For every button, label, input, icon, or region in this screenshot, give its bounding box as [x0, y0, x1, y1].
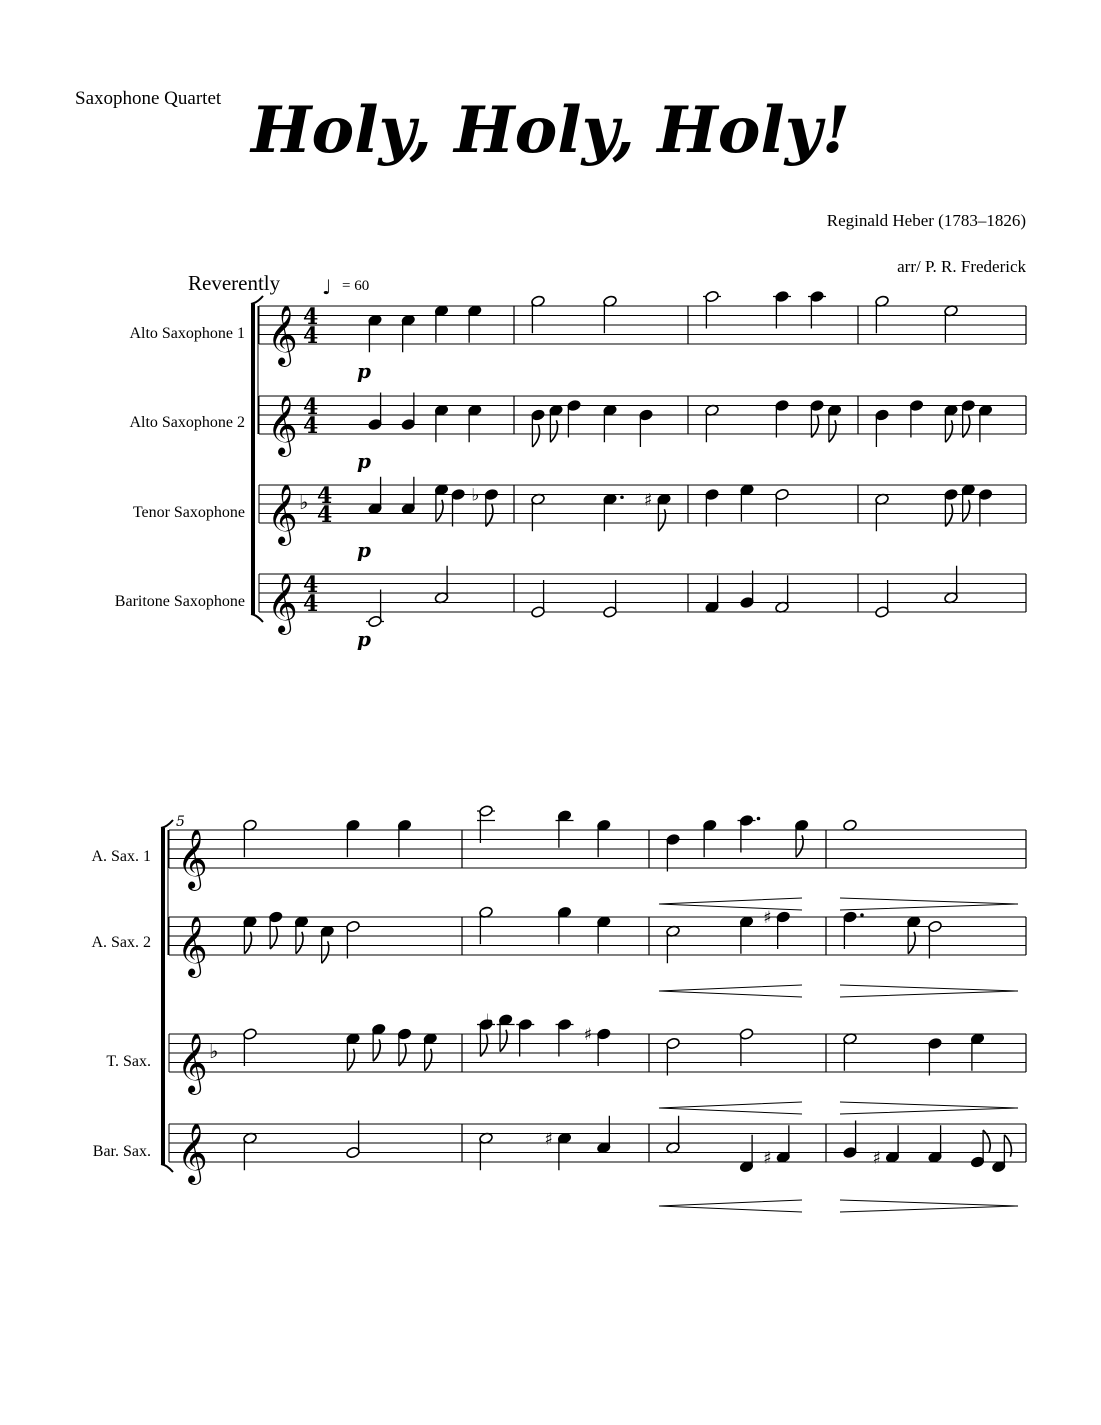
- note-flag: [347, 1049, 354, 1071]
- notes: [243, 290, 1012, 1173]
- note-flag: [244, 932, 251, 954]
- treble-clef-icon: 𝄞: [177, 916, 208, 976]
- time-numerator: 4: [303, 394, 319, 420]
- note-flag: [945, 420, 952, 442]
- dynamic-piano: p: [357, 627, 371, 651]
- note-flag: [796, 835, 803, 857]
- instrument-name-alto-1: Alto Saxophone 1: [129, 325, 245, 342]
- treble-clef-icon: 𝄞: [267, 484, 298, 544]
- bracket-hook: [251, 296, 263, 304]
- treble-clef-icon: 𝄞: [267, 573, 298, 633]
- augmentation-dot: [860, 913, 864, 917]
- time-numerator: 4: [303, 304, 319, 330]
- instrument-short-tenor: T. Sax.: [106, 1053, 151, 1070]
- flat-icon: ♭: [485, 1010, 494, 1031]
- staves: [161, 296, 1026, 1185]
- note-flag: [500, 1030, 507, 1052]
- time-denominator: 4: [303, 591, 319, 617]
- poet-credit: Reginald Heber (1783–1826): [826, 211, 1026, 230]
- sharp-icon: ♯: [872, 1148, 881, 1169]
- sharp-icon: ♯: [763, 1148, 772, 1169]
- dynamic-piano: p: [357, 359, 371, 383]
- treble-clef-icon: 𝄞: [177, 1033, 208, 1093]
- quarter-note-icon: ♩: [322, 275, 332, 299]
- decrescendo-hairpin: [840, 1102, 1018, 1114]
- note-flag: [425, 1049, 432, 1071]
- time-denominator: 4: [303, 323, 319, 349]
- crescendo-hairpin: [659, 1102, 802, 1114]
- sharp-icon: ♯: [644, 490, 653, 511]
- dynamic-piano: p: [357, 449, 371, 473]
- sharp-icon: ♯: [583, 1025, 592, 1045]
- note-flag: [550, 420, 557, 442]
- instrument-name-tenor: Tenor Saxophone: [132, 504, 245, 521]
- instrument-short-alto-1: A. Sax. 1: [91, 848, 151, 865]
- note-flag: [908, 932, 915, 954]
- crescendo-hairpin: [659, 985, 802, 997]
- augmentation-dot: [757, 817, 761, 821]
- note-flag: [829, 420, 836, 442]
- sharp-icon: ♯: [763, 908, 772, 928]
- time-denominator: 4: [317, 502, 333, 528]
- note-flag: [322, 941, 329, 963]
- decrescendo-hairpin: [840, 898, 1018, 910]
- dynamic-piano: p: [357, 538, 371, 562]
- metronome-value: = 60: [342, 278, 370, 294]
- treble-clef-icon: 𝄞: [177, 1123, 208, 1183]
- arranger-credit: arr/ P. R. Frederick: [897, 257, 1026, 276]
- tempo-marking: Reverently: [188, 271, 281, 295]
- note-flag: [1004, 1135, 1011, 1157]
- note-flag: [532, 425, 539, 447]
- treble-clef-icon: 𝄞: [267, 395, 298, 455]
- treble-clef-icon: 𝄞: [267, 305, 298, 365]
- time-numerator: 4: [317, 483, 333, 509]
- key-flat-icon: ♭: [209, 1039, 219, 1063]
- subtitle: Saxophone Quartet: [75, 88, 222, 109]
- note-flag: [963, 500, 970, 522]
- crescendo-hairpin: [659, 898, 802, 910]
- instrument-name-baritone: Baritone Saxophone: [114, 593, 245, 610]
- note-flag: [296, 932, 303, 954]
- decrescendo-hairpin: [840, 985, 1018, 997]
- note-flag: [373, 1039, 380, 1061]
- treble-clef-icon: 𝄞: [177, 829, 208, 889]
- instrument-short-alto-2: A. Sax. 2: [91, 934, 151, 951]
- flat-icon: ♭: [471, 485, 480, 506]
- time-numerator: 4: [303, 572, 319, 598]
- page-title: Holy, Holy, Holy!: [251, 93, 850, 168]
- bracket-hook: [161, 820, 173, 828]
- bracket-hook: [251, 614, 263, 622]
- crescendo-hairpin: [659, 1200, 802, 1212]
- bracket-hook: [161, 1164, 173, 1172]
- decrescendo-hairpin: [840, 1200, 1018, 1212]
- measure-number: 5: [176, 814, 185, 830]
- note-flag: [658, 509, 665, 531]
- key-flat-icon: ♭: [299, 490, 309, 514]
- sharp-icon: ♯: [544, 1129, 553, 1150]
- instrument-name-alto-2: Alto Saxophone 2: [129, 414, 245, 431]
- augmentation-dot: [620, 495, 624, 499]
- time-denominator: 4: [303, 413, 319, 439]
- note-flag: [436, 500, 443, 522]
- instrument-short-baritone: Bar. Sax.: [92, 1143, 151, 1160]
